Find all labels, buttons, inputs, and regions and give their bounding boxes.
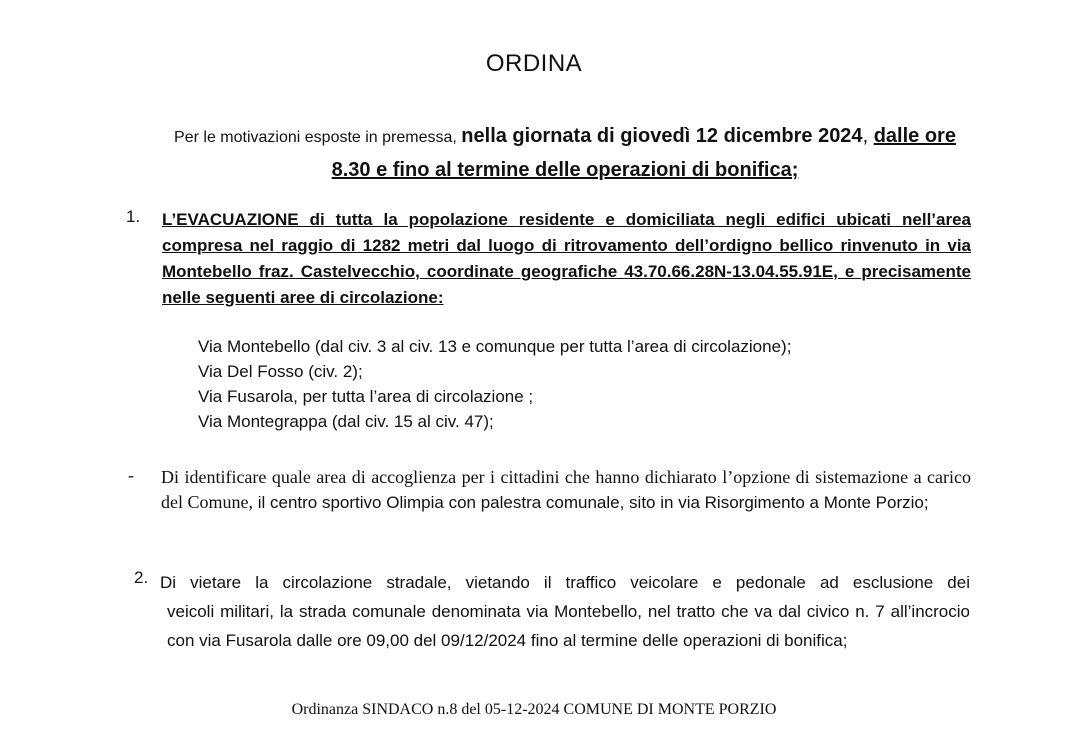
item-text-sans: il centro sportivo Olimpia con palestra comunale, sito in via Risorgimento a Monte Porzio; — [253, 493, 929, 512]
intro-time: dalle ore 8.30 e fino al termine delle operazioni di bonifica; — [331, 125, 956, 181]
page-title: ORDINA — [485, 50, 583, 77]
intro-paragraph — [160, 120, 970, 186]
street-item: Via Fusarola, per tutta l’area di circolazione ; — [198, 387, 534, 406]
item-number: 2. — [134, 568, 149, 587]
street-item: Via Montegrappa (dal civ. 15 al civ. 47); — [198, 412, 494, 431]
intro-comma: , — [862, 125, 874, 147]
ordinance-item-1 — [126, 207, 971, 311]
item-text — [161, 465, 971, 515]
item-text-rest: veicoli militari, la strada comunale denominata via Montebello, nel tratto che va dal civico n. 7 all’incrocio con via Fusarola dalle ore 09,00 del 09/12/2024 fino al termine delle operazioni di bonifica; — [167, 602, 970, 650]
item-number: 1. — [126, 207, 141, 226]
ordinance-item-2 — [134, 568, 970, 655]
footer: Ordinanza SINDACO n.8 del 05-12-2024 COMUNE DI MONTE PORZIO — [291, 701, 777, 718]
dash-bullet: - — [128, 465, 134, 485]
intro-date: nella giornata di giovedì 12 dicembre 2024 — [461, 125, 863, 147]
item-text-serif: Di identificare quale area di accoglienza per i cittadini che hanno dichiarato l’opzione di sistemazione a carico del Comune, — [161, 467, 971, 512]
intro-prefix: Per le motivazioni esposte in premessa, — [174, 129, 462, 146]
street-list — [198, 334, 791, 434]
street-item: Via Montebello (dal civ. 3 al civ. 13 e comunque per tutta l’area di circolazione); — [198, 337, 792, 356]
item-text: L’EVACUAZIONE di tutta la popolazione residente e domiciliata negli edifici ubicati nell’area compresa nel raggio di 1282 metri dal luogo di ritrovamento dell’ordigno bellico rinvenuto in via Montebello fraz. Castelvecchio, coordinate geografiche 43.70.66.28N-13.04.55.91E, e precisamente nelle seguenti aree di circolazione: — [162, 210, 971, 307]
item-text-line1: Di vietare la circolazione stradale, vietando il traffico veicolare e pedonale ad esclusione dei — [160, 573, 970, 592]
street-item: Via Del Fosso (civ. 2); — [198, 362, 363, 381]
reception-area-item — [128, 465, 971, 515]
